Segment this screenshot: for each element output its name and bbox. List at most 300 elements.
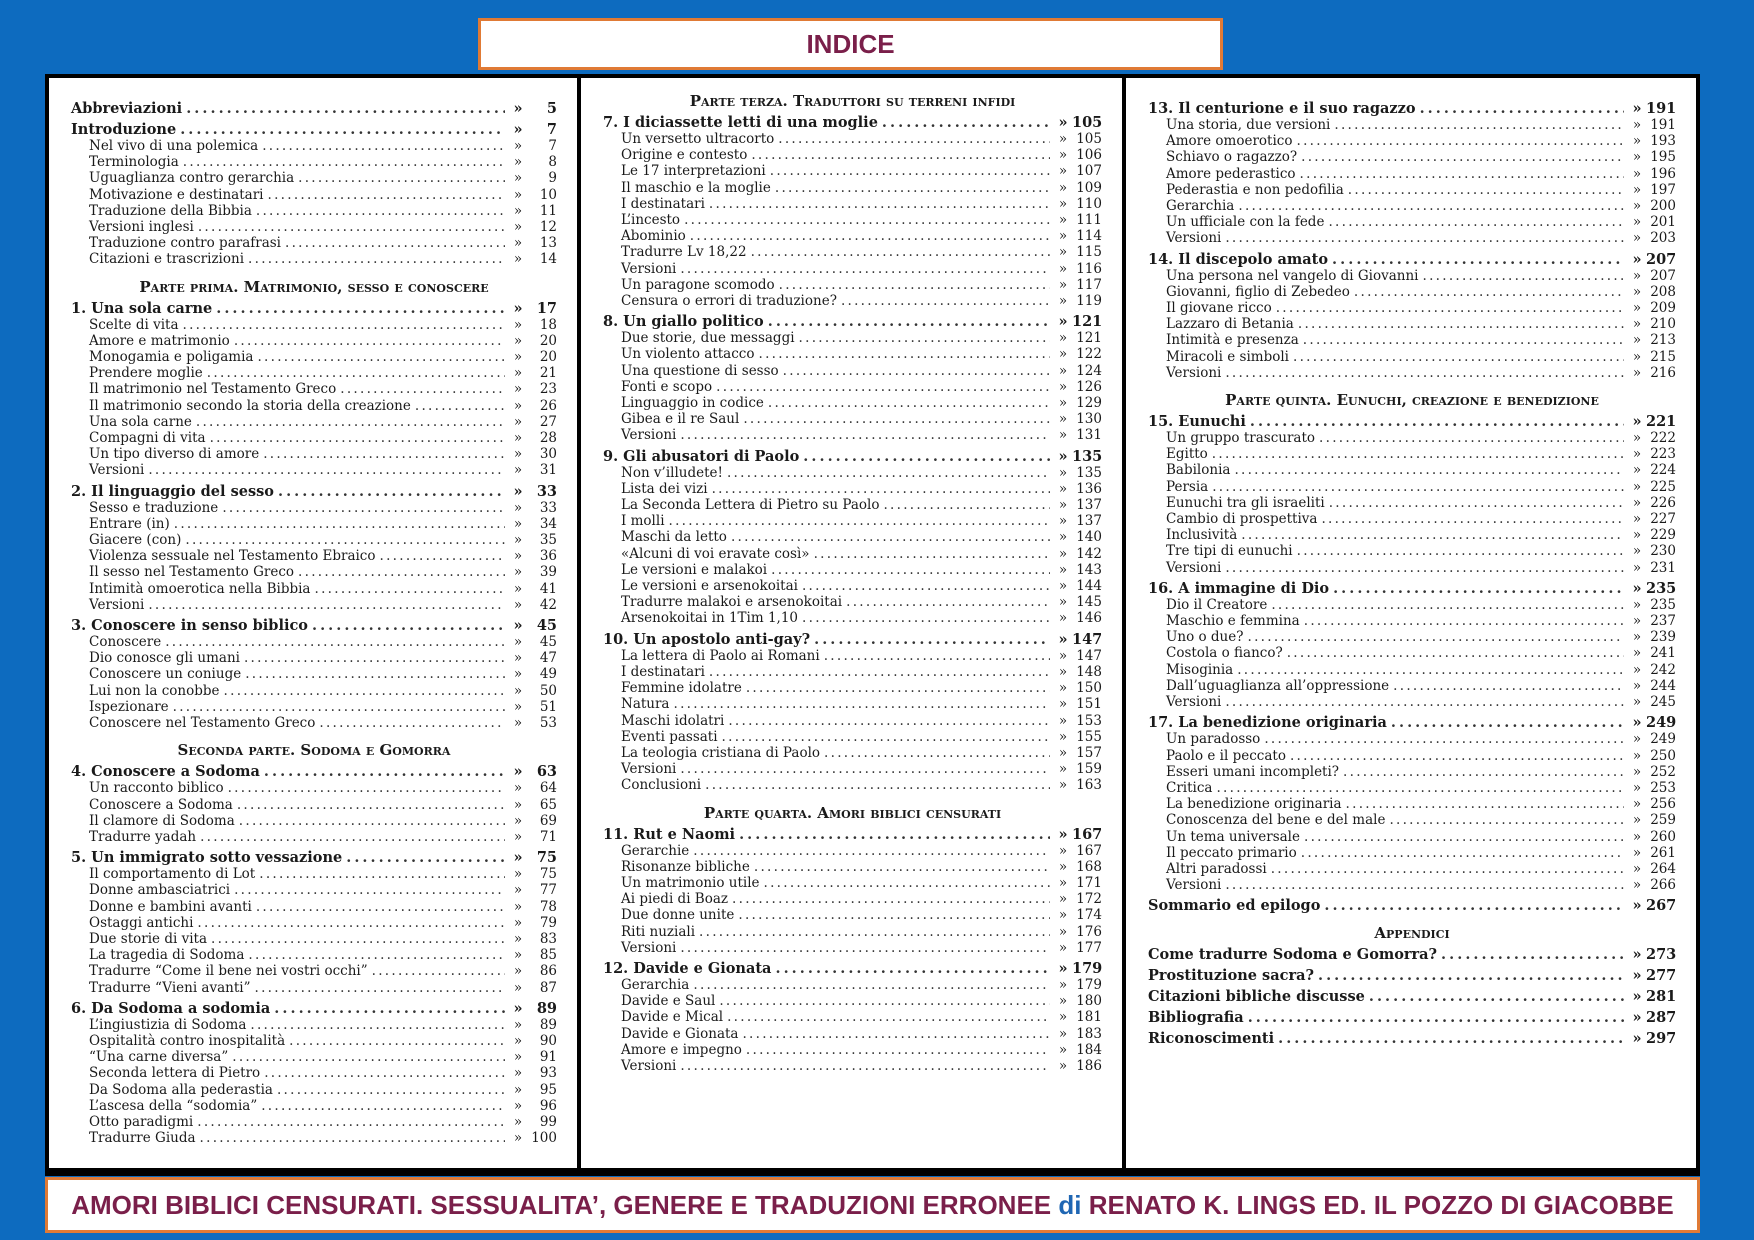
page-marker: » [1632,348,1642,365]
entry-title: Tradurre “Vieni avanti” [89,979,251,996]
dot-leader [1348,182,1624,198]
entry-title: Abominio [621,228,686,245]
entry-title: Versioni [1166,559,1222,576]
dot-leader [803,448,1050,465]
entry-title: Versioni [1166,230,1222,247]
toc-subentry [603,244,1102,260]
toc-subentry [1148,230,1676,246]
page-marker: » [1058,744,1068,761]
entry-title: Critica [1166,779,1213,796]
page-marker: » [1058,891,1068,908]
toc-chapter-entry [603,114,1102,131]
entry-page-number: 230 [1650,543,1676,560]
entry-title: Costola o fianco? [1166,645,1283,662]
entry-page-number: 196 [1650,165,1676,182]
dot-leader [783,363,1050,379]
entry-title: Tradurre yadah [89,828,197,845]
toc-subentry [71,963,557,979]
entry-page-number: 151 [1076,696,1102,713]
toc-chapter-entry [1148,1009,1676,1026]
entry-page-number: 51 [539,698,557,715]
page-marker: » [1058,179,1068,196]
toc-chapter-entry [71,483,557,500]
dot-leader [673,696,1050,712]
toc-subentry [71,947,557,963]
entry-page-number: 36 [539,548,557,565]
entry-title: La Seconda Lettera di Pietro su Paolo [621,497,880,514]
entry-title: Traduzione contro parafrasi [89,235,281,252]
page-marker: » [513,979,523,996]
page-marker: » [1632,230,1642,247]
page-marker: » [513,1065,523,1082]
entry-title: Conoscenza del bene e del male [1166,812,1386,829]
entry-title: Motivazione e destinatari [89,186,264,203]
entry-page-number: 140 [1076,529,1102,546]
entry-page-number: 28 [539,430,557,447]
entry-page-number: 235 [1650,596,1676,613]
entry-page-number: 225 [1650,478,1676,495]
entry-title: Schiavo o ragazzo? [1166,149,1298,166]
entry-title: Gerarchie [621,842,690,859]
toc-subentry [603,497,1102,513]
toc-chapter-entry [1148,580,1676,597]
dot-leader [770,163,1050,179]
page-marker: » [1058,630,1068,648]
page-marker: » [513,780,523,797]
toc-chapter-entry [71,300,557,317]
dot-leader [372,963,505,979]
dot-leader [250,1017,505,1033]
dot-leader [739,826,1050,843]
entry-title: Le versioni e malakoi [621,561,768,578]
page-marker: » [513,1032,523,1049]
toc-subentry [603,745,1102,761]
entry-page-number: 64 [539,780,557,797]
entry-title: I destinatari [621,195,705,212]
page-marker: » [1058,114,1068,131]
entry-page-number: 124 [1076,362,1102,379]
page-marker: » [513,482,523,500]
entry-page-number: 155 [1076,728,1102,745]
page-marker: » [1058,1057,1068,1074]
entry-page-number: 237 [1650,613,1676,630]
page-marker: » [513,1130,523,1147]
toc-subentry [1148,268,1676,284]
entry-title: Bibliografia [1148,1009,1244,1027]
toc-subentry [1148,527,1676,543]
entry-page-number: 239 [1650,629,1676,646]
dot-leader [234,882,505,898]
dot-leader [1319,430,1624,446]
toc-subentry [71,882,557,898]
toc-chapter-entry [603,826,1102,843]
entry-title: Il sesso nel Testamento Greco [89,564,295,581]
toc-subentry [1148,662,1676,678]
dot-leader [1296,133,1624,149]
dot-leader [778,131,1050,147]
entry-page-number: 252 [1650,763,1676,780]
entry-title: Il peccato primario [1166,844,1297,861]
page-marker: » [1058,712,1068,729]
toc-subentry [603,513,1102,529]
entry-title: Davide e Gionata [621,1025,739,1042]
entry-title: Dall’uguaglianza all’oppressione [1166,677,1390,694]
toc-subentry [71,235,557,251]
dot-leader [216,300,505,317]
entry-title: Dio conosce gli umani [89,650,240,667]
entry-title: Scelte di vita [89,316,179,333]
part-heading: Appendici [1374,924,1450,943]
toc-subentry [1148,845,1676,861]
toc-subentry [603,411,1102,427]
entry-page-number: 261 [1650,844,1676,861]
page-marker: » [513,138,523,154]
page-marker: » [1632,527,1642,544]
page-marker: » [1058,411,1068,428]
page-marker: » [513,100,523,117]
entry-page-number: 27 [539,413,557,430]
page-marker: » [1058,1041,1068,1058]
page-marker: » [1058,578,1068,595]
page-marker: » [1632,430,1642,447]
entry-page-number: 30 [539,446,557,463]
entry-page-number: 145 [1076,594,1102,611]
page-marker: » [1632,462,1642,479]
toc-subentry [71,138,557,154]
entry-page-number: 129 [1076,395,1102,412]
book-footer [45,1177,1700,1233]
dot-leader [285,235,505,251]
dot-leader [719,993,1050,1009]
page-marker: » [1058,427,1068,444]
page-marker: » [1632,478,1642,495]
dot-leader [1369,988,1624,1005]
dot-leader [1303,332,1624,348]
entry-title: Maschi idolatri [621,712,725,729]
page-marker: » [1058,874,1068,891]
page-marker: » [513,186,523,203]
toc-subentry [71,683,557,699]
page-marker: » [1632,897,1642,915]
dot-leader [731,529,1050,545]
entry-page-number: 71 [539,828,557,845]
entry-title: Davide e Saul [621,993,716,1010]
page-marker: » [513,1049,523,1066]
dot-leader [1393,678,1624,694]
dot-leader [1441,946,1624,963]
page-marker: » [1632,100,1642,117]
dot-leader [244,650,505,666]
page-marker: » [1632,300,1642,317]
entry-page-number: 147 [1072,630,1103,648]
entry-title: Versioni [1166,364,1222,381]
entry-page-number: 163 [1076,777,1102,794]
dot-leader [1332,251,1624,268]
dot-leader [185,532,505,548]
dot-leader [1346,796,1624,812]
entry-title: Prostituzione sacra? [1148,967,1314,985]
page-marker: » [1632,860,1642,877]
page-marker: » [1058,131,1068,147]
page-marker: » [1632,494,1642,511]
page-marker: » [513,914,523,931]
dot-leader [705,777,1050,793]
entry-title: Due storie, due messaggi [621,330,795,347]
dot-leader [1271,597,1624,613]
entry-page-number: 203 [1650,230,1676,247]
toc-subentry [603,293,1102,309]
toc-subentry [71,219,557,235]
toc-subentry [71,1098,557,1114]
toc-subentry [71,581,557,597]
entry-title: Conoscere nel Testamento Greco [89,715,316,732]
dot-leader [1354,284,1624,300]
page-marker: » [1632,543,1642,560]
page-marker: » [1058,825,1068,843]
entry-page-number: 93 [539,1065,557,1082]
dot-leader [764,875,1050,891]
dot-leader [186,100,505,117]
page-marker: » [1632,250,1642,268]
dot-leader [709,664,1050,680]
page-marker: » [1632,413,1642,431]
toc-subentry [1148,861,1676,877]
entry-page-number: 96 [539,1097,557,1114]
dot-leader [264,1065,505,1081]
entry-page-number: 167 [1072,825,1103,843]
entry-page-number: 7 [548,138,557,154]
entry-page-number: 17 [536,299,557,317]
entry-title: Sesso e traduzione [89,499,219,516]
entry-page-number: 91 [539,1049,557,1066]
entry-page-number: 77 [539,882,557,899]
toc-subentry [603,924,1102,940]
entry-page-number: 191 [1650,117,1676,133]
entry-page-number: 259 [1650,812,1676,829]
page-marker: » [513,235,523,252]
entry-page-number: 110 [1076,195,1102,212]
dot-leader [232,1049,505,1065]
entry-title: Riti nuziali [621,923,696,940]
entry-title: Il giovane ricco [1166,300,1272,317]
dot-leader [1297,543,1624,559]
dot-leader [1216,780,1624,796]
dot-leader [210,430,505,446]
entry-page-number: 241 [1650,645,1676,662]
page-marker: » [1632,779,1642,796]
page-marker: » [1058,195,1068,212]
page-marker: » [513,499,523,516]
dot-leader [1225,694,1624,710]
page-marker: » [1632,694,1642,711]
entry-title: 15. Eunuchi [1148,413,1246,431]
toc-subentry [71,414,557,430]
entry-title: Lazzaro di Betania [1166,316,1294,333]
toc-subentry [603,843,1102,859]
page-marker: » [513,698,523,715]
dot-leader [314,581,505,597]
entry-page-number: 99 [539,1113,557,1130]
toc-subentry [603,1058,1102,1074]
dot-leader [1212,446,1624,462]
dot-leader [1241,527,1624,543]
entry-page-number: 183 [1076,1025,1102,1042]
dot-leader [775,180,1050,196]
toc-subentry [603,1042,1102,1058]
toc-chapter-entry [603,631,1102,648]
dot-leader [814,631,1050,648]
toc-subentry [1148,166,1676,182]
page-marker: » [1058,378,1068,395]
toc-subentry [1148,495,1676,511]
dot-leader [680,761,1050,777]
entry-page-number: 137 [1076,513,1102,530]
entry-title: Il clamore di Sodoma [89,812,235,829]
entry-title: Inclusività [1166,527,1238,544]
entry-title: Ispezionare [89,698,169,715]
dot-leader [743,411,1050,427]
dot-leader [1389,812,1624,828]
entry-title: Tradurre Lv 18,22 [621,244,747,261]
toc-column-2 [581,78,1122,1168]
entry-title: Miracoli e simboli [1166,348,1289,365]
toc-chapter-entry [1148,988,1676,1005]
entry-title: Terminologia [89,154,179,171]
page-marker: » [513,963,523,980]
toc-subentry [71,462,557,478]
entry-page-number: 144 [1076,578,1102,595]
entry-title: Monogamia e poligamia [89,349,254,366]
dot-leader [680,1058,1050,1074]
page-marker: » [1058,513,1068,530]
page-marker: » [513,634,523,651]
entry-title: I molli [621,513,665,530]
page-marker: » [1632,763,1642,780]
page-marker: » [1058,447,1068,465]
page-marker: » [513,682,523,699]
toc-subentry [1148,731,1676,747]
entry-title: Gerarchia [621,976,690,993]
page-marker: » [1058,497,1068,514]
dot-leader [196,414,505,430]
page-marker: » [1632,629,1642,646]
entry-page-number: 215 [1650,348,1676,365]
page-marker: » [1632,214,1642,231]
entry-page-number: 20 [539,349,557,366]
dot-leader [1247,629,1624,645]
entry-title: Arsenokoitai in 1Tim 1,10 [621,610,799,627]
dot-leader [1343,764,1624,780]
dot-leader [415,398,505,414]
index-title-box [478,18,1223,70]
dot-leader [278,483,505,500]
entry-page-number: 209 [1650,300,1676,317]
entry-page-number: 115 [1076,244,1102,261]
entry-page-number: 249 [1646,714,1677,732]
entry-title: L’ingiustizia di Sodoma [89,1016,247,1033]
dot-leader [1304,613,1624,629]
page-marker: » [1058,561,1068,578]
page-marker: » [513,796,523,813]
dot-leader [727,465,1050,481]
dot-leader [248,251,505,267]
entry-page-number: 176 [1076,923,1102,940]
toc-column-1 [49,78,577,1168]
entry-title: Origine e contesto [621,147,748,164]
toc-subentry [1148,543,1676,559]
dot-leader [883,497,1050,513]
entry-title: Un tipo diverso di amore [89,446,260,463]
entry-page-number: 148 [1076,663,1102,680]
entry-title: Un paradosso [1166,731,1261,748]
footer-title: AMORI BIBLICI CENSURATI. SESSUALITA’, GENERE E TRADUZIONI ERRONEE [71,1189,1052,1220]
page-marker: » [1058,976,1068,993]
page-marker: » [513,580,523,597]
toc-subentry [603,379,1102,395]
page-marker: » [1632,828,1642,845]
entry-page-number: 147 [1076,647,1102,664]
page-marker: » [1058,1025,1068,1042]
toc-subentry [1148,133,1676,149]
page-marker: » [1632,613,1642,630]
dot-leader [728,713,1050,729]
entry-page-number: 9 [548,170,557,187]
entry-title: Donne e bambini avanti [89,898,252,915]
entry-page-number: 12 [539,219,557,236]
page-marker: » [1058,647,1068,664]
dot-leader [690,228,1050,244]
entry-page-number: 18 [539,316,557,333]
entry-page-number: 277 [1646,967,1677,985]
toc-subentry [71,365,557,381]
page-marker: » [513,812,523,829]
toc-subentry [71,170,557,186]
toc-subentry [71,866,557,882]
page-marker: » [1058,663,1068,680]
entry-page-number: 224 [1650,462,1676,479]
entry-page-number: 146 [1076,610,1102,627]
toc-subentry [71,780,557,796]
page-marker: » [513,866,523,883]
page-marker: » [513,666,523,683]
page-marker: » [513,219,523,236]
dot-leader [751,147,1050,163]
toc-subentry [603,346,1102,362]
page-marker: » [1632,661,1642,678]
entry-page-number: 95 [539,1081,557,1098]
entry-page-number: 79 [539,914,557,931]
toc-subentry [603,212,1102,228]
entry-page-number: 177 [1076,939,1102,956]
toc-chapter-entry [1148,251,1676,268]
dot-leader [1324,897,1624,914]
dot-leader [239,813,505,829]
dot-leader [298,170,505,186]
entry-page-number: 137 [1076,497,1102,514]
entry-page-number: 23 [539,381,557,398]
entry-page-number: 49 [539,666,557,683]
entry-page-number: 253 [1650,779,1676,796]
entry-page-number: 172 [1076,891,1102,908]
entry-title: Otto paradigmi [89,1113,194,1130]
toc-subentry [1148,613,1676,629]
page-marker: » [1058,923,1068,940]
toc-chapter-entry [1148,967,1676,984]
page-marker: » [513,898,523,915]
entry-page-number: 26 [539,397,557,414]
dot-leader [207,365,505,381]
entry-title: La benedizione originaria [1166,796,1342,813]
